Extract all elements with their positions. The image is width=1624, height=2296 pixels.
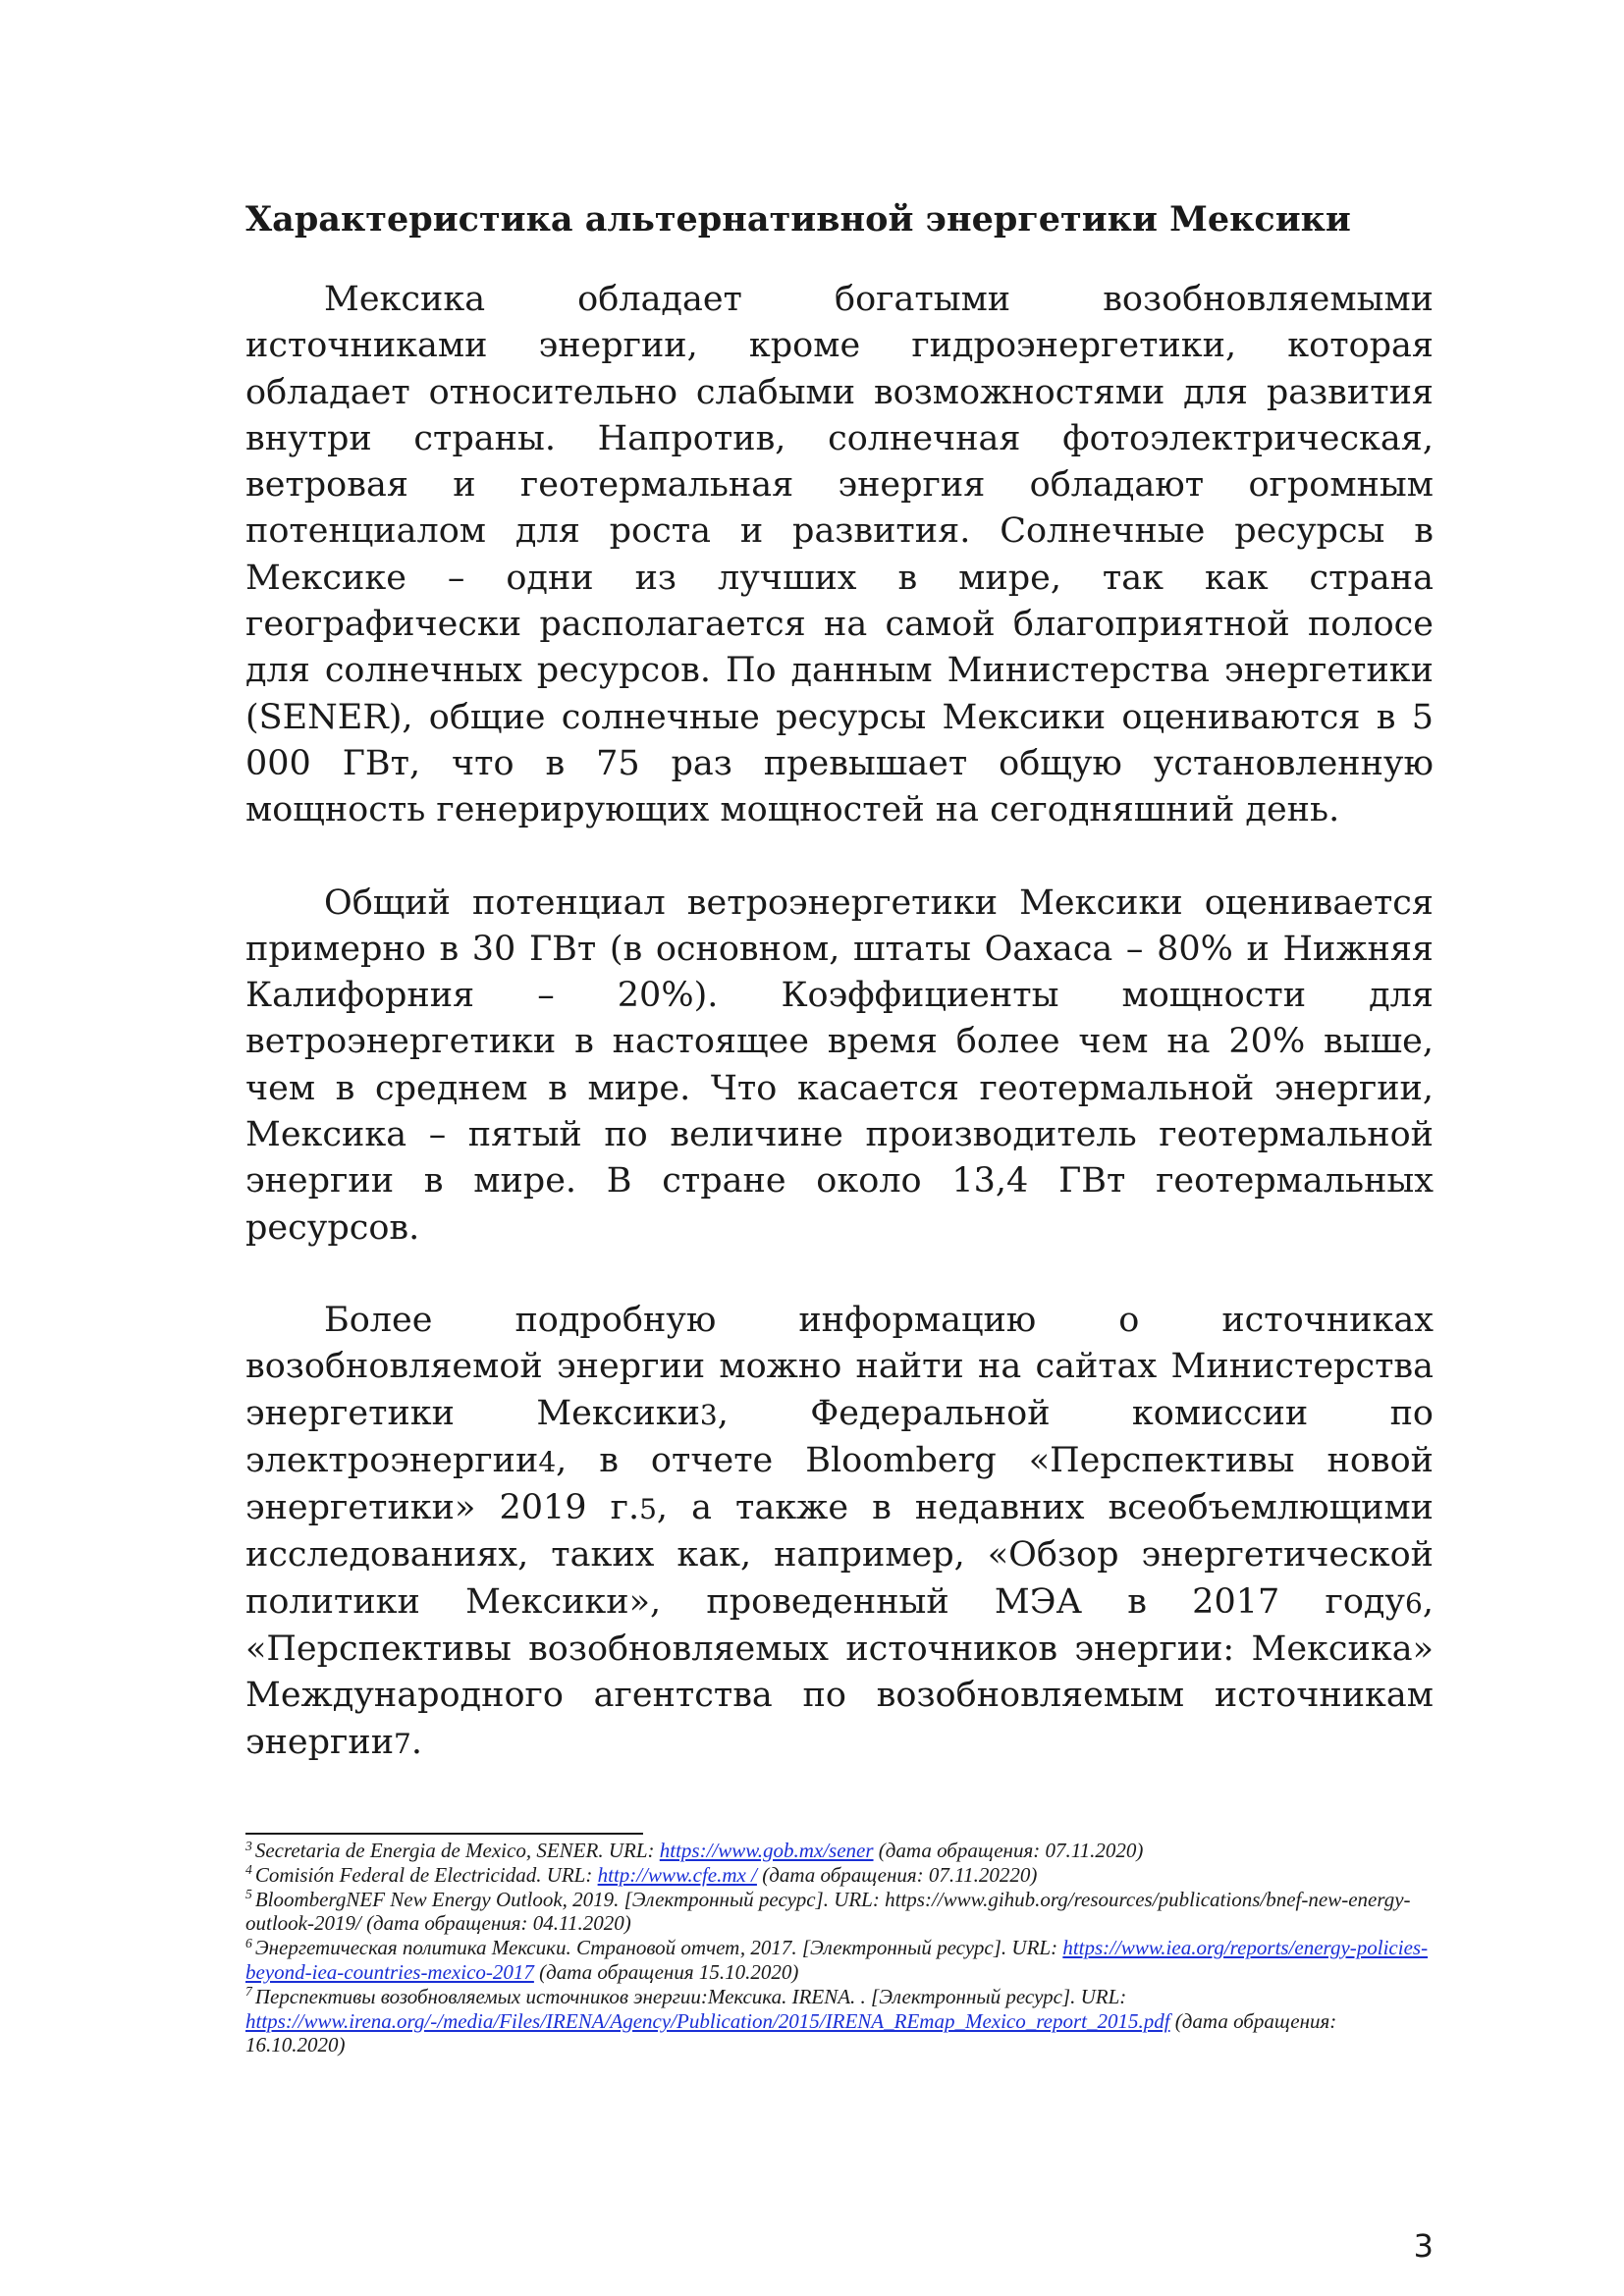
footnote-reference: 3	[699, 1398, 718, 1431]
footnote-number: 5	[245, 1887, 252, 1902]
footnote-text: BloombergNEF New Energy Outlook, 2019. [Электронный ресурс]. URL: https://www.gihub.org/resources/publications/bnef-new-energy-outlook-2019/ (дата обращения: 04.11.2020)	[245, 1887, 1411, 1936]
footnote-text: (дата обращения: 07.11.20220)	[756, 1862, 1038, 1887]
footnote-text: (дата обращения: 07.11.2020)	[873, 1839, 1144, 1862]
footnote-reference: 5	[639, 1493, 657, 1526]
footnote-reference: 6	[1405, 1586, 1423, 1620]
paragraph-text: .	[410, 1722, 423, 1762]
footnote-link[interactable]: https://www.gob.mx/sener	[659, 1839, 874, 1862]
paragraph-text: Мексика обладает богатыми возобновляемыми источниками энергии, кроме гидроэнергетики, которая обладает относительно слабыми возможностями для развития внутри страны. Напротив, солнечная фотоэлектрическая, ветровая и геотермальная энергия обладают огромным потенциалом для роста и развития. Солнечные ресурсы в Мексике – одни из лучших в мире, так как страна географически располагается на самой благоприятной полосе для солнечных ресурсов. По данным Министерства энергетики (SENER), общие солнечные ресурсы Мексики оцениваются в 5 000 ГВт, что в 75 раз превышает общую установленную мощность генерирующих мощностей на сегодняшний день.	[245, 280, 1434, 830]
paragraph-text: , «Перспективы возобновляемых источников энергии: Мексика» Международного агентства по возобновляемым источникам энергии	[245, 1581, 1434, 1762]
paragraph-text: Более подробную информацию о источниках возобновляемой энергии можно найти на сайтах Министерства энергетики Мексики	[245, 1300, 1434, 1433]
footnote-text: Перспективы возобновляемых источников энергии:Мексика. IRENA. . [Электронный ресурс]. URL:	[254, 1984, 1127, 2008]
footnote-link[interactable]: https://www.irena.org/-/media/Files/IRENA/Agency/Publication/2015/IRENA_REmap_Mexico_report_2015.pdf	[245, 2008, 1170, 2033]
footnote	[245, 1936, 1434, 1985]
footnote-text: Comisión Federal de Electricidad. URL:	[254, 1862, 598, 1887]
footnote-text: Secretaria de Energia de Mexico, SENER. URL:	[254, 1839, 660, 1862]
page-number: 3	[1413, 2227, 1434, 2265]
footnote-text: Энергетическая политика Мексики. Страновой отчет, 2017. [Электронный ресурс]. URL:	[254, 1936, 1063, 1960]
paragraph-text: , а также в недавних всеобъемлющими исследованиях, таких как, например, «Обзор энергетической политики Мексики», проведенный МЭА в 2017 году	[245, 1488, 1434, 1622]
footnote-number: 3	[245, 1838, 252, 1853]
paragraph	[245, 1298, 1434, 1767]
footnote-text: (дата обращения: 16.10.2020)	[245, 2008, 1337, 2057]
section-heading: Характеристика альтернативной энергетики Мексики	[245, 199, 1351, 240]
footnote-number: 7	[245, 1984, 252, 2000]
paragraph	[245, 277, 1434, 834]
footnote-number: 6	[245, 1935, 252, 1950]
footnote-text: (дата обращения 15.10.2020)	[533, 1959, 799, 1984]
footnote	[245, 1839, 1434, 1863]
paragraph-text: , Федеральной комиссии по электроэнергии	[245, 1393, 1434, 1480]
paragraph-text: Общий потенциал ветроэнергетики Мексики оценивается примерно в 30 ГВт (в основном, штаты Оахаса – 80% и Нижняя Калифорния – 20%). Коэффициенты мощности для ветроэнергетики в настоящее время более чем на 20% выше, чем в среднем в мире. Что касается геотермальной энергии, Мексика – пятый по величине производитель геотермальной энергии в мире. В стране около 13,4 ГВт геотермальных ресурсов.	[245, 882, 1434, 1248]
footnote-reference: 7	[394, 1727, 411, 1760]
footnote-number: 4	[245, 1862, 252, 1878]
footnote-separator	[245, 1833, 643, 1835]
footnote-link[interactable]: https://www.iea.org/reports/energy-policies-beyond-iea-countries-mexico-2017	[245, 1936, 1429, 1984]
paragraph-text: , в отчете Bloomberg «Перспективы новой энергетики» 2019 г.	[245, 1440, 1434, 1528]
footnote	[245, 1985, 1434, 2057]
paragraph	[245, 881, 1434, 1252]
footnote-reference: 4	[538, 1445, 557, 1478]
footnote-link[interactable]: http://www.cfe.mx /	[597, 1862, 757, 1887]
body-text	[245, 277, 1434, 1767]
footnote	[245, 1863, 1434, 1888]
footnotes	[245, 1839, 1434, 2057]
footnote	[245, 1888, 1434, 1937]
